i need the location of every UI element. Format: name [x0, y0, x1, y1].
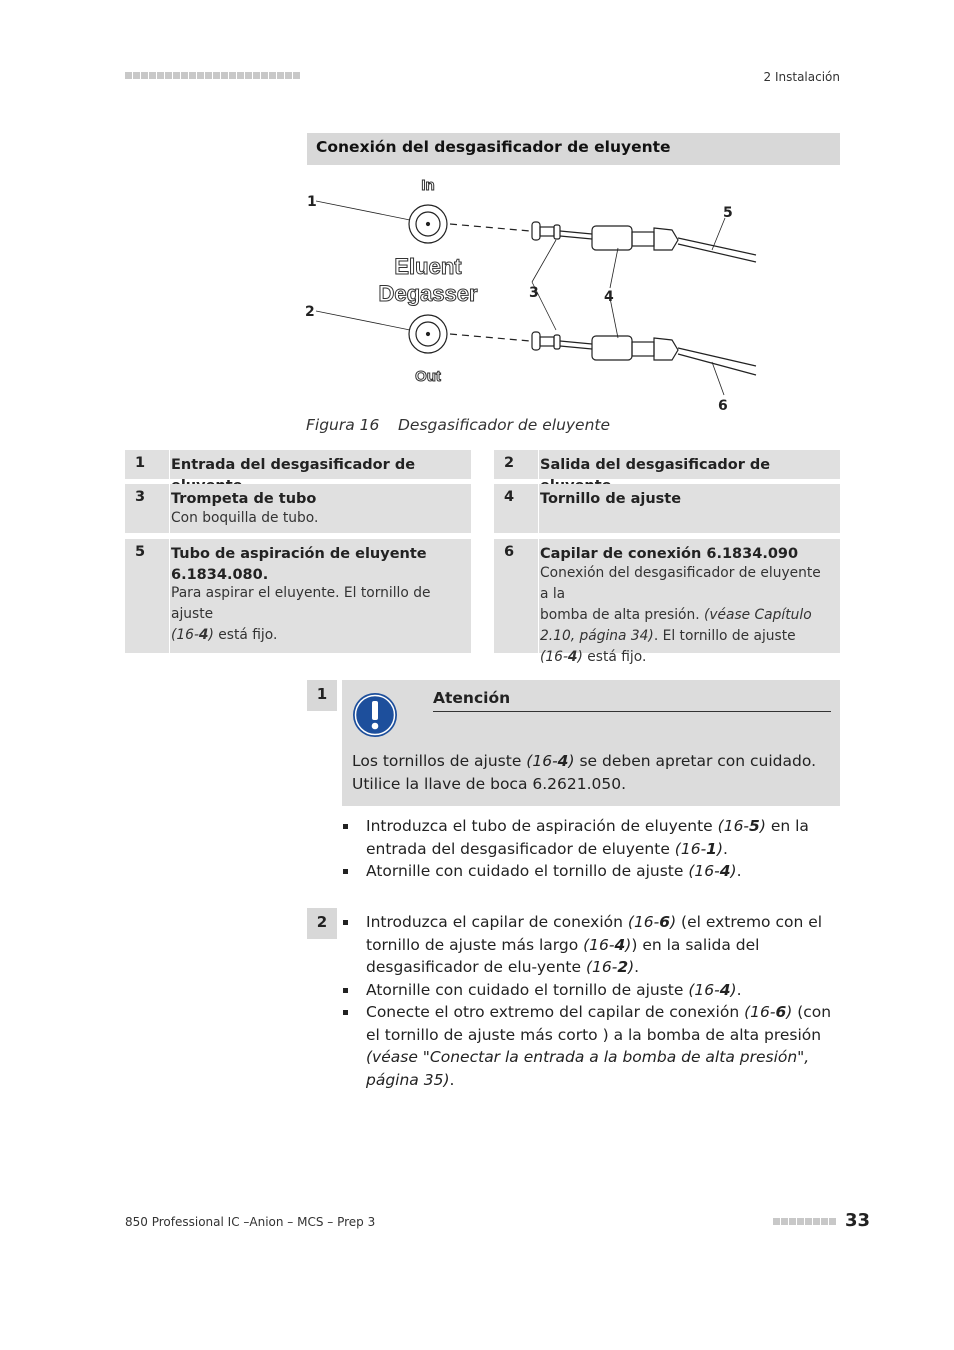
caution-text: Los tornillos de ajuste (16-4) se deben apretar con cuidado. Utilice la llave de boca 6.2621.050.	[352, 752, 816, 793]
step2-instructions	[343, 911, 840, 1091]
step-number-2: 2	[307, 908, 337, 939]
step1-instructions	[343, 815, 838, 883]
legend-item-6: 6 Capilar de conexión 6.1834.090 Conexión del desgasificador de eluyente a la bomba de alta presión. (véase Capítulo 2.10, página 34). El tornillo de ajuste (16-4) está fijo.	[494, 539, 840, 653]
caution-rule	[433, 711, 831, 712]
footer-product: 850 Professional IC –Anion – MCS – Prep 3	[125, 1215, 376, 1229]
step2-bullet-1: Introduzca el capilar de conexión (16-6) (el extremo con el tornillo de ajuste más largo (16-4)) en la salida del desgasificador de elu-yente (16-2).	[343, 911, 840, 979]
caution-title: Atención	[433, 689, 511, 707]
step1-bullet-1: Introduzca el tubo de aspiración de eluyente (16-5) en la entrada del desgasificador de eluyente (16-1).	[343, 815, 838, 860]
step-number-1: 1	[307, 680, 337, 711]
step2-bullet-3: Conecte el otro extremo del capilar de conexión (16-6) (con el tornillo de ajuste más corto ) a la bomba de alta presión (véase "Conectar la entrada a la bomba de alta presión", página 35).	[343, 1001, 840, 1091]
callout-1: 1	[307, 194, 317, 210]
header-chapter: 2 Instalación	[763, 70, 840, 84]
legend-item-3: 3 Trompeta de tubo Con boquilla de tubo.	[125, 484, 471, 533]
step1-bullet-2: Atornille con cuidado el tornillo de ajuste (16-4).	[343, 860, 838, 883]
footer-decoration	[773, 1218, 836, 1225]
callout-2: 2	[305, 304, 315, 320]
callout-3: 3	[529, 285, 539, 301]
degasser-figure	[300, 170, 770, 420]
callout-4: 4	[604, 289, 614, 305]
page-number: 33	[845, 1210, 871, 1231]
legend-item-2: 2 Salida del desgasificador de	[494, 450, 840, 479]
section-title: Conexión del desgasificador de eluyente	[316, 138, 671, 156]
legend-item-5: 5 Tubo de aspiración de eluyente 6.1834.080. Para aspirar el eluyente. El tornillo de ajuste (16-4) está fijo.	[125, 539, 471, 653]
step2-bullet-2: Atornille con cuidado el tornillo de ajuste (16-4).	[343, 979, 840, 1002]
header-decoration	[125, 72, 300, 80]
figure-caption-text: Desgasificador de eluyente	[398, 416, 611, 434]
caution-box	[342, 680, 840, 806]
figure-caption	[306, 416, 610, 434]
callout-6: 6	[718, 398, 728, 414]
lower-tube-assembly	[532, 332, 756, 375]
exclamation-icon	[352, 692, 398, 738]
device-name-line2: Degasser	[378, 281, 478, 306]
label-out: Out	[415, 368, 441, 385]
figure-caption-number: Figura 16	[306, 416, 380, 434]
label-in: In	[421, 177, 435, 194]
callout-5: 5	[723, 205, 733, 221]
legend-item-1: 1 Entrada del desgasificador de	[125, 450, 471, 479]
device-name-line1: Eluent	[394, 254, 462, 279]
legend-item-4: 4 Tornillo de ajuste	[494, 484, 840, 533]
section-title-bar	[307, 133, 840, 165]
upper-tube-assembly	[532, 222, 756, 262]
